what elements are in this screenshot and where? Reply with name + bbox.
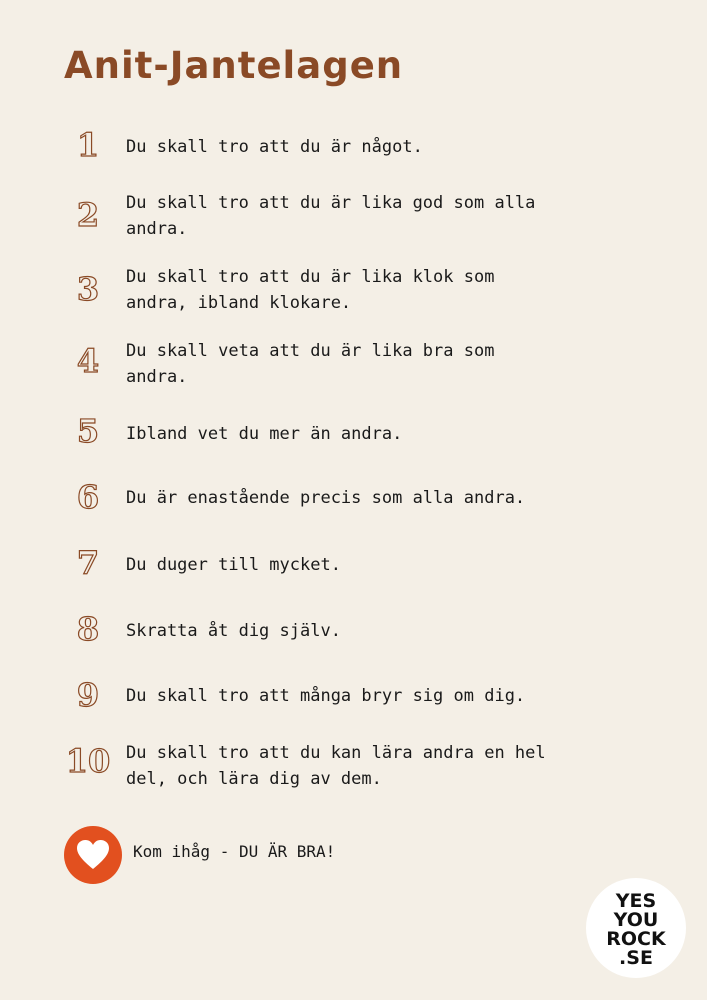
item-text-6: Du är enastående precis som alla andra. [126, 488, 526, 508]
item-number-1: 1 [76, 126, 100, 164]
page-title: Anit-Jantelagen [64, 44, 404, 87]
item-number-6: 6 [76, 478, 100, 516]
item-text-4: Du skall veta att du är lika bra som andra. [126, 341, 495, 387]
logo-line-3: ROCK [606, 928, 666, 950]
item-text-9: Du skall tro att många bryr sig om dig. [126, 686, 526, 706]
logo-line-2: YOU [613, 909, 659, 931]
logo-line-1: YES [615, 890, 657, 912]
item-number-9: 9 [76, 676, 100, 714]
logo-line-4: .SE [619, 947, 653, 969]
item-number-7: 7 [76, 544, 100, 582]
item-text-3: Du skall tro att du är lika klok som andra, ibland klokare. [126, 267, 495, 313]
item-number-2: 2 [76, 196, 100, 234]
item-text-8: Skratta åt dig själv. [126, 621, 341, 641]
item-text-2: Du skall tro att du är lika god som alla andra. [126, 193, 536, 239]
item-number-5: 5 [76, 412, 100, 450]
item-number-4: 4 [76, 342, 100, 380]
item-text-1: Du skall tro att du är något. [126, 137, 423, 157]
item-text-10: Du skall tro att du kan lära andra en hel del, och lära dig av dem. [126, 743, 546, 789]
heart-badge [64, 826, 122, 884]
item-number-8: 8 [76, 610, 100, 648]
footer-message: Kom ihåg - DU ÄR BRA! [133, 842, 336, 861]
heart-icon [76, 839, 110, 871]
item-text-7: Du duger till mycket. [126, 555, 341, 575]
yesyourock-logo [586, 878, 686, 978]
item-number-3: 3 [76, 270, 100, 308]
item-text-5: Ibland vet du mer än andra. [126, 424, 403, 444]
item-number-10: 10 [65, 742, 111, 780]
